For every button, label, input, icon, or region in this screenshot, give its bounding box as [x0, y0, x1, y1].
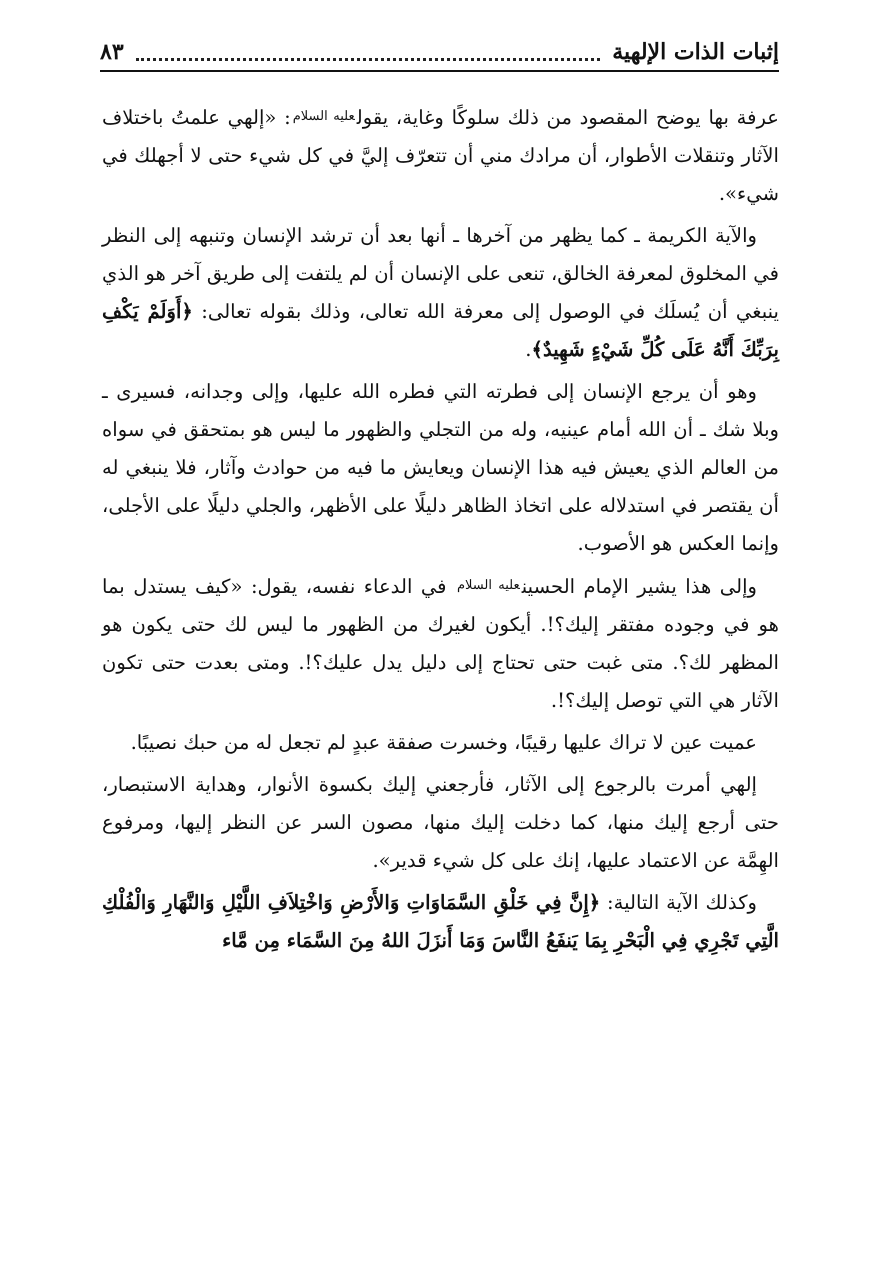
- paragraph-4: وإلى هذا يشير الإمام الحسين$^{عليه السلام}$ في الدعاء نفسه، يقول: «كيف يستدل بما هو في وجوده مفتقر إليك؟!. أيكون لغيرك من الظهور ما ليس لك حتى يكون هو المظهر لك؟. متى غبت حتى تحتاج إلى دليل يدل عليك؟!. ومتى بعدت حتى تكون الآثار هي التي توصل إليك؟!.: [102, 575, 779, 712]
- paragraph-6: إلهي أمرت بالرجوع إلى الآثار، فأرجعني إليك بكسوة الأنوار، وهداية الاستبصار، حتى أرجع إليك منها، كما دخلت إليك منها، مصون السر عن النظر إليها، ومرفوع الهِمَّة عن الاعتماد عليها، إنك على كل شيء قدير».: [102, 773, 779, 872]
- paragraph-3: وهو أن يرجع الإنسان إلى فطرته التي فطره الله عليها، وإلى وجدانه، فسيرى ـ وبلا شك ـ أن الله أمام عينيه، وله من التجلي والظهور ما ليس هو بمتحقق في سواه من العالم الذي يعيش فيه هذا الإنسان ويعايش ما فيه من حوادث وآثار، فلا ينبغي له أن يقتصر في استدلاله على اتخاذ الظاهر دليلًا على الأظهر، والجلي دليلًا على الأجلى، وإنما العكس هو الأصوب.: [102, 380, 779, 555]
- chapter-title: إثبات الذات الإلهية: [612, 39, 779, 65]
- page-number: ٨٣: [100, 39, 124, 65]
- paragraph-7: وكذلك الآية التالية: ﴿إِنَّ فِي خَلْقِ السَّمَاوَاتِ وَالأَرْضِ وَاخْتِلاَفِ اللَّيْلِ وَالنَّهَارِ وَالْفُلْكِ الَّتِي تَجْرِي فِي الْبَحْرِ بِمَا يَنفَعُ النَّاسَ وَمَا أَنزَلَ اللهُ مِنَ السَّمَاء مِن مَّاء: [102, 891, 779, 952]
- running-header: [100, 28, 779, 68]
- quran-verse: ﴿أَوَلَمْ يَكْفِ بِرَبِّكَ أَنَّهُ عَلَى كُلِّ شَيْءٍ شَهِيدٌ﴾: [102, 300, 779, 361]
- body-text: [102, 98, 779, 964]
- paragraph-2: والآية الكريمة ـ كما يظهر من آخرها ـ أنها بعد أن ترشد الإنسان وتنبهه إلى النظر في المخلوق لمعرفة الخالق، تنعى على الإنسان أن لم يلتفت إلى طريق آخر هو الذي ينبغي أن يُسلَك في الوصول إلى معرفة الله تعالى، وذلك بقوله تعالى: ﴿أَوَلَمْ يَكْفِ بِرَبِّكَ أَنَّهُ عَلَى كُلِّ شَيْءٍ شَهِيدٌ﴾.: [102, 224, 779, 361]
- paragraph-5: عميت عين لا تراك عليها رقيبًا، وخسرت صفقة عبدٍ لم تجعل له من حبك نصيبًا.: [130, 731, 757, 754]
- honorific-glyph: عليه السلام: [292, 109, 355, 124]
- honorific-glyph: عليه السلام: [456, 578, 520, 593]
- paragraph-1: عرفة بها يوضح المقصود من ذلك سلوكًا وغاية، يقول$^{عليه السلام}$: «إلهي علمتُ باختلاف الآثار وتنقلات الأطوار، أن مرادك مني أن تتعرّف إليَّ في كل شيء حتى لا أجهلك في شيء».: [102, 106, 779, 205]
- header-rule: [100, 70, 779, 72]
- quran-verse: ﴿إِنَّ فِي خَلْقِ السَّمَاوَاتِ وَالأَرْضِ وَاخْتِلاَفِ اللَّيْلِ وَالنَّهَارِ وَالْفُلْكِ الَّتِي تَجْرِي فِي الْبَحْرِ بِمَا يَنفَعُ النَّاسَ وَمَا أَنزَلَ اللهُ مِنَ السَّمَاء مِن مَّاء: [102, 891, 779, 952]
- leader-dots: [136, 58, 601, 61]
